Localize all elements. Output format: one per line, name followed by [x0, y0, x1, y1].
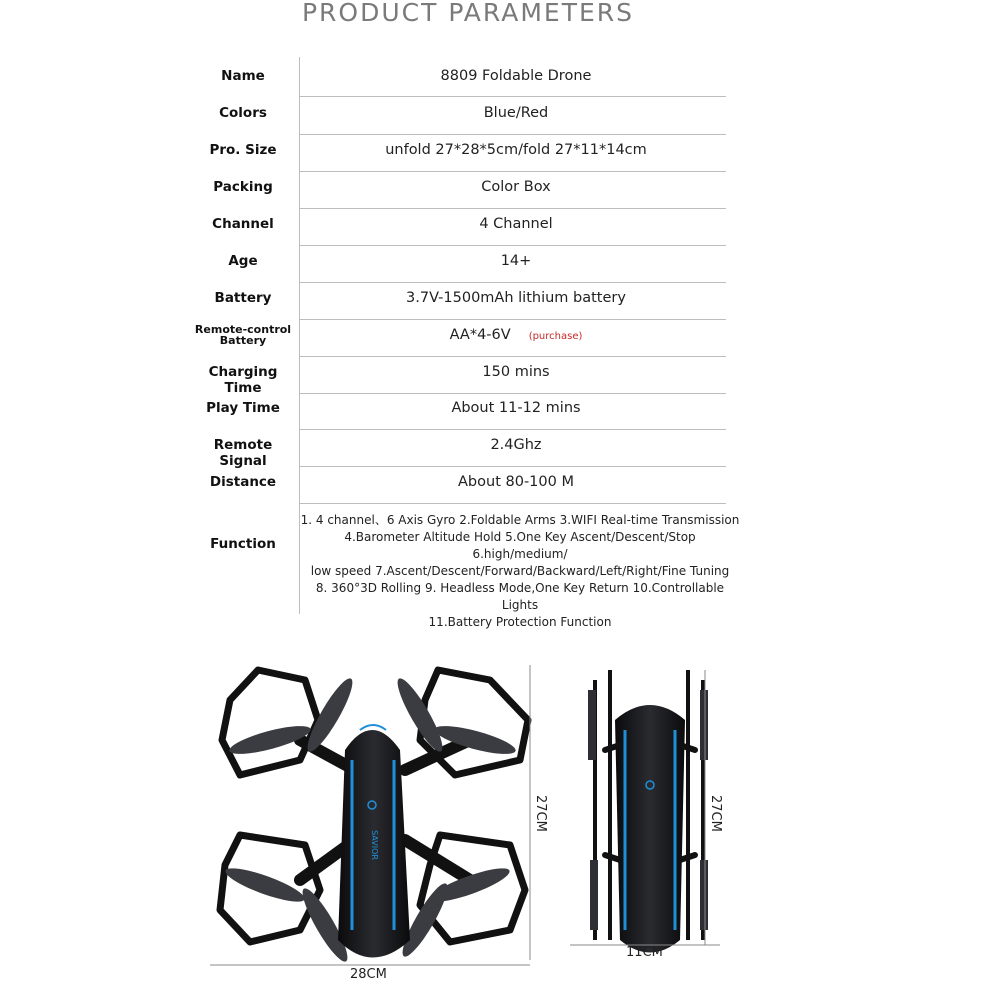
- param-label: Colors: [219, 105, 267, 121]
- param-label: Name: [221, 68, 265, 84]
- function-line: 4.Barometer Altitude Hold 5.One Key Ascent/Descent/Stop 6.high/medium/: [344, 530, 696, 561]
- row-divider: [300, 96, 726, 97]
- unfolded-height-label: 27CM: [533, 795, 548, 832]
- param-value: 150 mins: [482, 364, 550, 380]
- row-divider: [300, 429, 726, 430]
- param-value: [306, 327, 726, 343]
- param-value: 3.7V-1500mAh lithium battery: [406, 290, 626, 306]
- row-divider: [300, 134, 726, 135]
- param-label: Channel: [212, 216, 274, 232]
- param-value: unfold 27*28*5cm/fold 27*11*14cm: [385, 142, 647, 158]
- param-value-text: AA*4-6V: [449, 327, 511, 343]
- param-label: Pro. Size: [209, 142, 277, 158]
- row-divider: [300, 466, 726, 467]
- function-line: low speed 7.Ascent/Descent/Forward/Backward/Left/Right/Fine Tuning: [310, 564, 730, 578]
- row-divider: [300, 503, 726, 504]
- param-value: Blue/Red: [483, 105, 549, 121]
- folded-drone: [588, 670, 708, 953]
- page-title: PRODUCT PARAMETERS: [301, 0, 635, 27]
- unfolded-width-label: 28CM: [350, 967, 387, 982]
- param-label: Play Time: [206, 400, 280, 416]
- row-divider: [300, 282, 726, 283]
- param-label: Age: [228, 253, 258, 269]
- row-divider: [300, 245, 726, 246]
- row-divider: [300, 393, 726, 394]
- body-brand-text: SAVIOR: [370, 830, 379, 860]
- function-line: 11.Battery Protection Function: [428, 615, 612, 629]
- param-label: Battery: [214, 290, 272, 306]
- param-value: 8809 Foldable Drone: [440, 68, 592, 84]
- param-label: Distance: [209, 474, 277, 490]
- unfolded-drone: [220, 670, 528, 966]
- purchase-note: (purchase): [528, 331, 583, 342]
- param-value: About 11-12 mins: [451, 400, 581, 416]
- param-value: About 80-100 M: [458, 474, 574, 490]
- folded-height-label: 27CM: [708, 795, 723, 832]
- param-value: 2.4Ghz: [490, 437, 542, 453]
- param-value: Color Box: [481, 179, 551, 195]
- folded-width-label: 11CM: [626, 945, 663, 960]
- param-label: [190, 324, 296, 346]
- function-line: 8. 360°3D Rolling 9. Headless Mode,One Key Return 10.Controllable Lights: [315, 581, 725, 612]
- param-label: Function: [210, 536, 276, 552]
- param-label-line: Remote-control: [194, 323, 292, 336]
- param-value: 14+: [500, 253, 532, 269]
- row-divider: [300, 171, 726, 172]
- param-label: Remote Signal: [213, 437, 273, 469]
- function-line: 1. 4 channel、6 Axis Gyro 2.Foldable Arms 3.WIFI Real-time Transmission: [300, 513, 740, 527]
- row-divider: [300, 319, 726, 320]
- param-label-line: Battery: [219, 334, 267, 347]
- row-divider: [300, 356, 726, 357]
- drone-illustration: [0, 640, 1000, 1000]
- param-value: 4 Channel: [479, 216, 553, 232]
- param-label: Charging Time: [208, 364, 278, 396]
- param-label: Packing: [213, 179, 273, 195]
- row-divider: [300, 208, 726, 209]
- function-list: [300, 512, 740, 631]
